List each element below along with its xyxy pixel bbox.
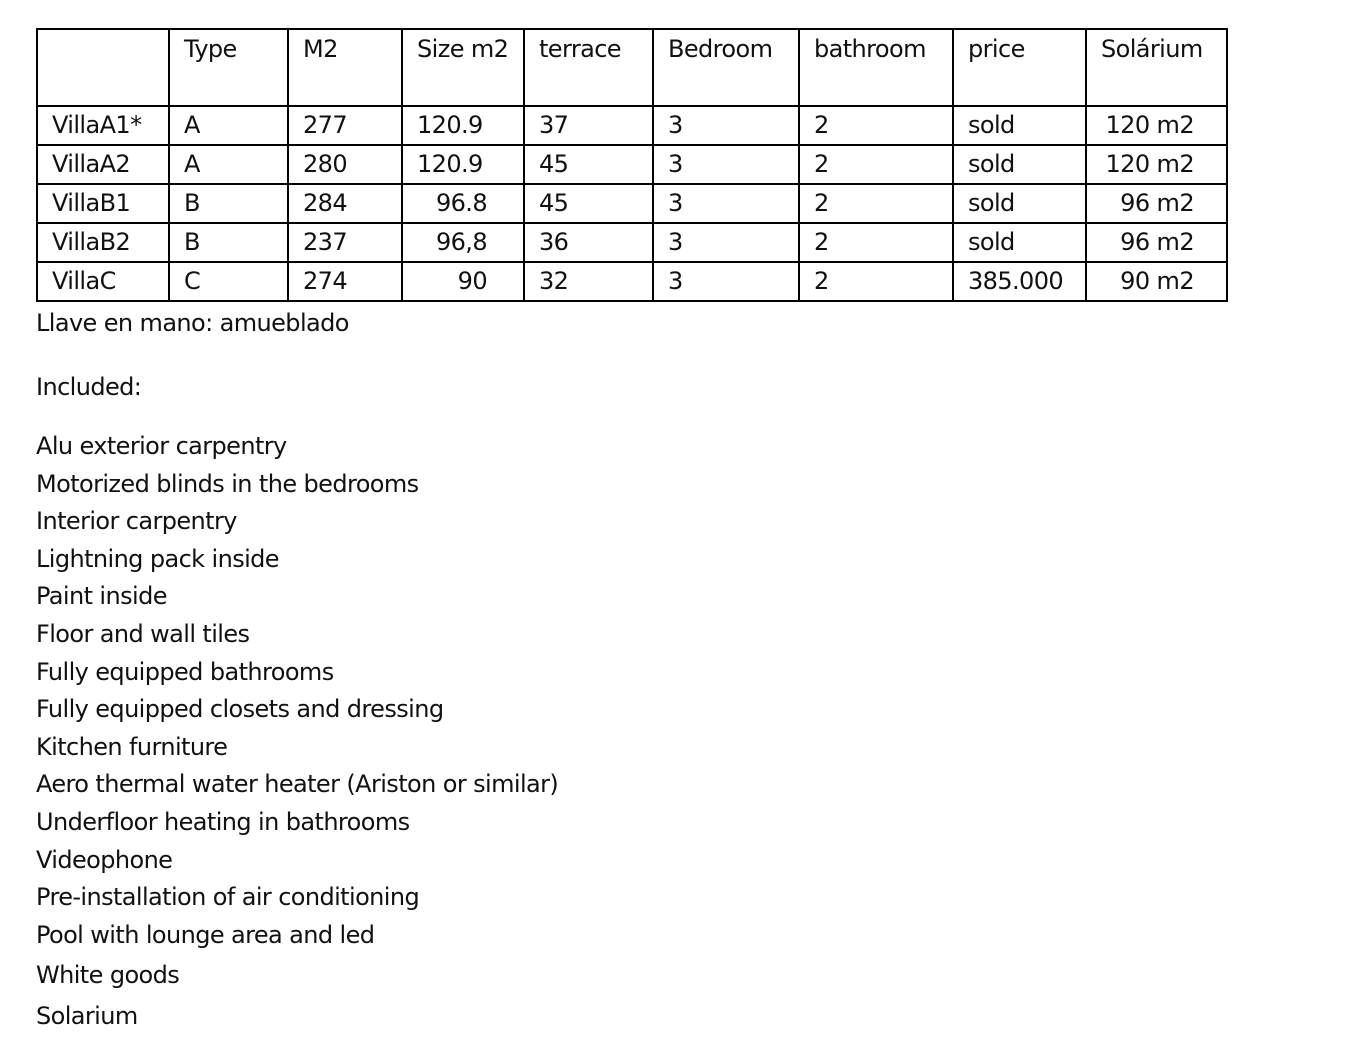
cell-bedroom: 3 [653,106,799,145]
list-item: Videophone [36,845,173,874]
list-item: Lightning pack inside [36,544,279,573]
table-row [37,223,1227,262]
cell-price: sold [953,223,1086,262]
turnkey-note: Llave en mano: amueblado [36,309,349,337]
cell-bathroom: 2 [799,184,953,223]
cell-price: sold [953,145,1086,184]
list-item: White goods [36,961,180,990]
cell-solarium: 96 m2 [1086,223,1227,262]
cell-bedroom: 3 [653,184,799,223]
cell-name: VillaC [37,262,169,301]
header-cell-bedroom: Bedroom [653,29,799,106]
included-list [36,428,1326,1036]
cell-type: B [169,184,288,223]
table-row [37,145,1227,184]
cell-size: 96,8 [402,223,524,262]
list-item: Underfloor heating in bathrooms [36,807,410,836]
header-cell-bathroom: bathroom [799,29,953,106]
list-item: Kitchen furniture [36,732,228,761]
header-cell-m2: M2 [288,29,402,106]
cell-m2: 280 [288,145,402,184]
included-heading: Included: [36,373,142,401]
header-cell-solarium: Solárium [1086,29,1227,106]
header-cell-size: Size m2 [402,29,524,106]
list-item: Motorized blinds in the bedrooms [36,469,419,498]
cell-m2: 277 [288,106,402,145]
cell-solarium: 120 m2 [1086,106,1227,145]
cell-bedroom: 3 [653,145,799,184]
villa-table [36,28,1228,302]
cell-name: VillaB1 [37,184,169,223]
cell-solarium: 120 m2 [1086,145,1227,184]
header-cell-terrace: terrace [524,29,653,106]
cell-price: sold [953,184,1086,223]
table-row [37,106,1227,145]
list-item: Fully equipped bathrooms [36,657,334,686]
table-row [37,184,1227,223]
list-item: Pool with lounge area and led [36,920,375,949]
cell-type: B [169,223,288,262]
cell-type: C [169,262,288,301]
table-row [37,262,1227,301]
cell-type: A [169,106,288,145]
table-header-row [37,29,1227,106]
cell-bathroom: 2 [799,145,953,184]
cell-price: 385.000 [953,262,1086,301]
header-cell-name [37,29,169,106]
cell-m2: 274 [288,262,402,301]
list-item: Solarium [36,1001,138,1030]
header-cell-type: Type [169,29,288,106]
cell-size: 120.9 [402,106,524,145]
cell-terrace: 37 [524,106,653,145]
cell-terrace: 36 [524,223,653,262]
cell-bathroom: 2 [799,106,953,145]
cell-bedroom: 3 [653,223,799,262]
list-item: Pre-installation of air conditioning [36,883,420,912]
cell-m2: 284 [288,184,402,223]
cell-solarium: 96 m2 [1086,184,1227,223]
list-item: Alu exterior carpentry [36,432,287,460]
list-item: Fully equipped closets and dressing [36,695,444,724]
list-item: Floor and wall tiles [36,619,250,648]
cell-m2: 237 [288,223,402,262]
cell-name: VillaA2 [37,145,169,184]
cell-type: A [169,145,288,184]
cell-bathroom: 2 [799,262,953,301]
cell-size: 96.8 [402,184,524,223]
cell-price: sold [953,106,1086,145]
list-item: Interior carpentry [36,507,237,536]
cell-name: VillaB2 [37,223,169,262]
cell-terrace: 45 [524,184,653,223]
cell-bedroom: 3 [653,262,799,301]
cell-size: 120.9 [402,145,524,184]
cell-solarium: 90 m2 [1086,262,1227,301]
cell-name: VillaA1* [37,106,169,145]
cell-size: 90 [402,262,524,301]
header-cell-price: price [953,29,1086,106]
cell-terrace: 32 [524,262,653,301]
list-item: Paint inside [36,582,167,611]
cell-bathroom: 2 [799,223,953,262]
list-item: Aero thermal water heater (Ariston or similar) [36,770,559,799]
document-page [36,28,1326,1036]
cell-terrace: 45 [524,145,653,184]
